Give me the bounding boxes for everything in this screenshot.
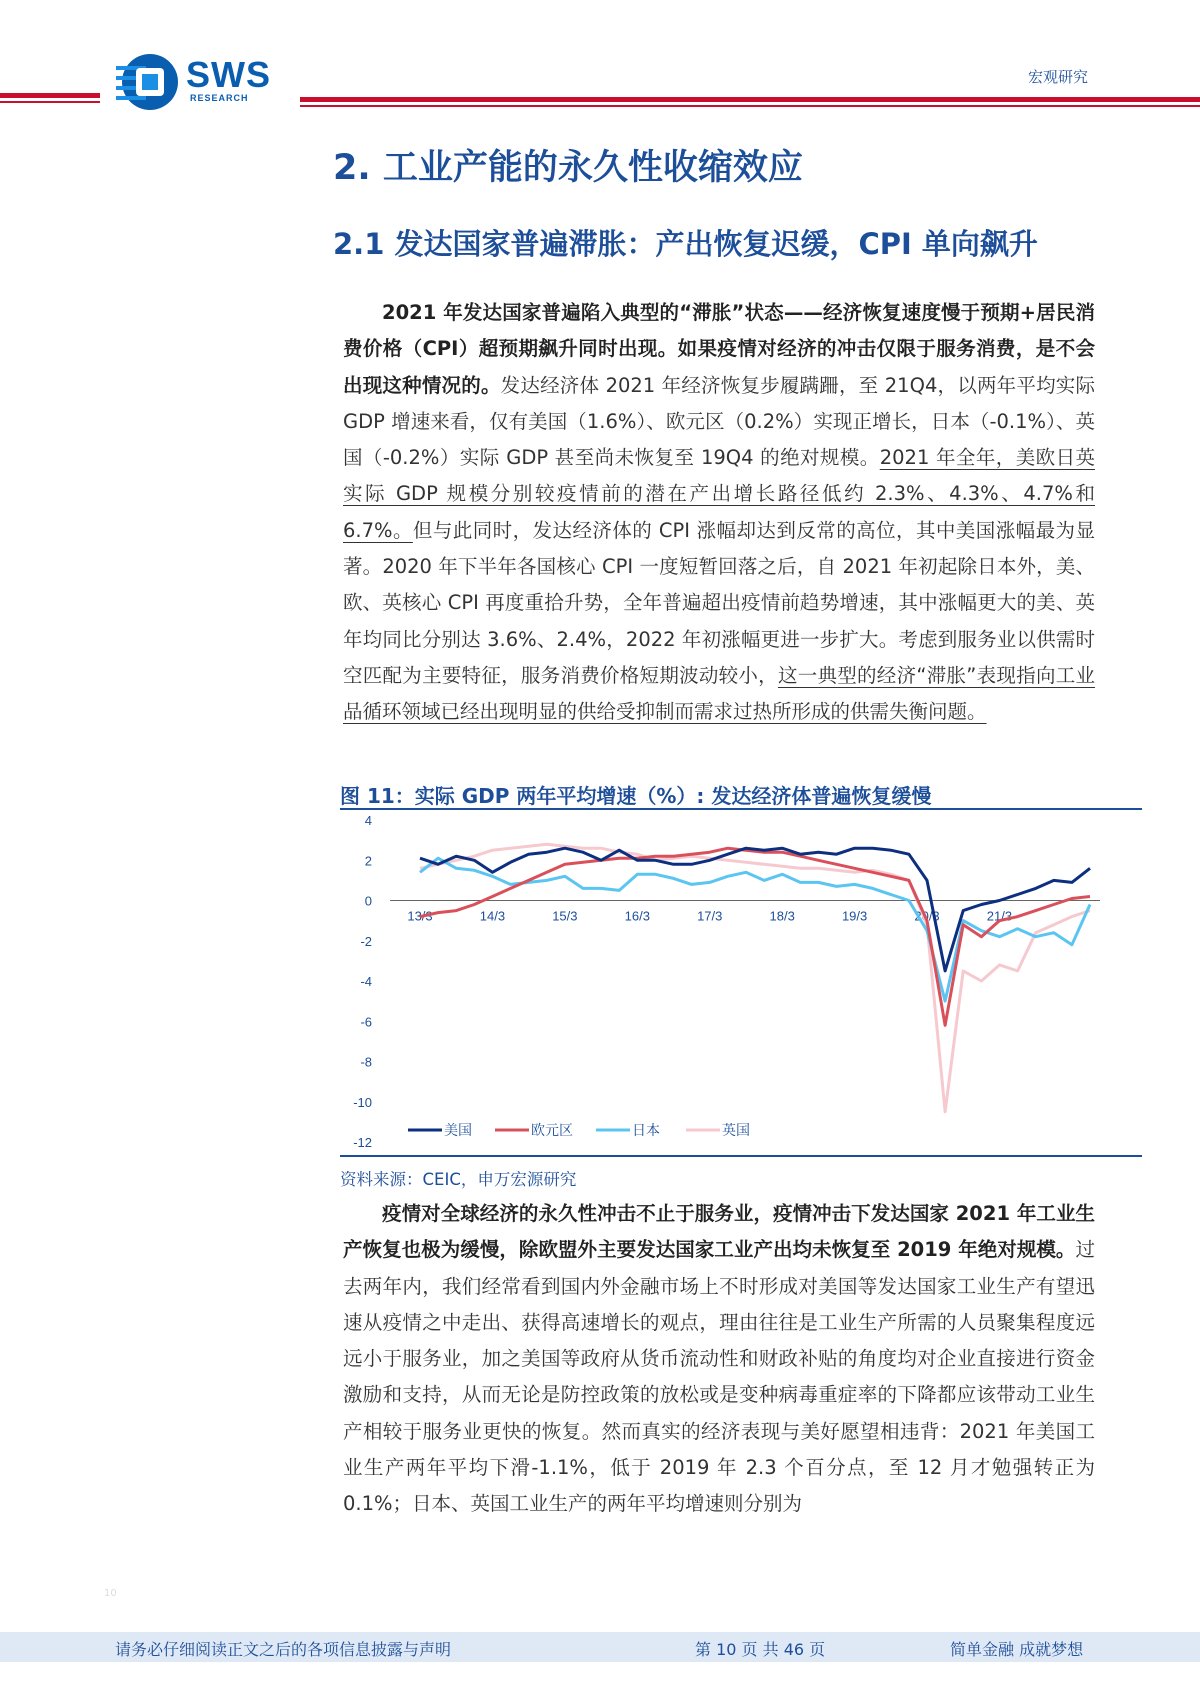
y-tick-label: 0 (364, 893, 372, 909)
legend-label: 欧元区 (531, 1123, 573, 1139)
y-tick-label: -12 (353, 1135, 372, 1150)
y-tick-label: 4 (364, 813, 372, 828)
paragraph-stagflation (343, 295, 1095, 731)
y-tick-label: -8 (360, 1054, 372, 1070)
para1-bold: 2021 年发达国家普遍陷入典型的“滞胀”状态——经济恢复速度慢于预期+居民消费价格（CPI）超预期飙升同时出现。如果疫情对经济的冲击仅限于服务消费，是不会出现这种情况的。 (343, 301, 1095, 397)
para2-bold: 疫情对全球经济的永久性冲击不止于服务业，疫情冲击下发达国家 2021 年工业生产恢复也极为缓慢，除欧盟外主要发达国家工业产出均未恢复至 2019 年绝对规模。 (343, 1202, 1095, 1262)
para1-underline1: 2021 年全年，美欧日英实际 GDP 规模分别较疫情前的潜在产出增长路径低约 2.3%、4.3%、4.7%和 6.7%。 (343, 446, 1096, 542)
y-tick-label: 2 (364, 853, 372, 869)
y-tick-label: -10 (353, 1094, 372, 1110)
figure-title: 图 11：实际 GDP 两年平均增速（%）: 发达经济体普遍恢复缓慢 (340, 784, 932, 808)
sws-logo (122, 52, 282, 112)
footer-slogan: 简单金融 成就梦想 (950, 1640, 1084, 1659)
legend-label: 美国 (444, 1123, 472, 1139)
header-rule-left-thin (0, 101, 100, 103)
figure-rule-bottom (340, 1155, 1142, 1157)
subsection-heading: 2.1 发达国家普遍滞胀：产出恢复迟缓，CPI 单向飙升 (333, 227, 1038, 261)
page-mark: 10 (104, 1588, 117, 1599)
sws-logo-icon (122, 54, 178, 110)
x-tick-label: 16/3 (624, 908, 650, 924)
x-tick-label: 20/3 (914, 908, 940, 924)
x-tick-label: 15/3 (552, 908, 578, 924)
figure-source: 资料来源：CEIC，申万宏源研究 (340, 1170, 577, 1189)
para1-text1: 发达经济体 2021 年经济恢复步履蹒跚，至 21Q4，以两年平均实际 GDP 增速来看，仅有美国（1.6%）、欧元区（0.2%）实现正增长，日本（-0.1%）、英国（-0.2%）实际 GDP 甚至尚未恢复至 19Q4 的绝对规模。 (343, 373, 1095, 470)
y-tick-label: -6 (360, 1014, 372, 1030)
x-tick-label: 21/3 (986, 908, 1013, 924)
header-rule-right-thin (300, 105, 1200, 107)
x-tick-label: 13/3 (407, 908, 433, 924)
para1-text2: 但与此同时，发达经济体的 CPI 涨幅却达到反常的高位，其中美国涨幅最为显著。2020 年下半年各国核心 CPI 一度短暂回落之后，自 2021 年初起除日本外，美、欧、英核心 CPI 再度重拾升势，全年普遍超出疫情前趋势增速，其中涨幅更大的美、英年均同比分别达 3.6%、2.4%，2022 年初涨幅更进一步扩大。考虑到服务业以供需时空匹配为主要特征，服务消费价格短期波动较小， (343, 518, 1095, 687)
gdp-line-chart (340, 812, 1142, 1152)
legend-label: 英国 (722, 1123, 750, 1139)
footer-disclaimer: 请务必仔细阅读正文之后的各项信息披露与声明 (115, 1640, 452, 1659)
logo-subtext: RESEARCH (190, 93, 249, 103)
section-heading: 2. 工业产能的永久性收缩效应 (333, 148, 803, 188)
para1-underline2: 这一典型的经济“滞胀”表现指向工业品循环领域已经出现明显的供给受抑制而需求过热所形成的供需失衡问题。 (343, 663, 1095, 724)
para2-text: 过去两年内，我们经常看到国内外金融市场上不时形成对美国等发达国家工业生产有望迅速从疫情之中走出、获得高速增长的观点，理由往往是工业生产所需的人员聚集程度远远小于服务业，加之美国等政府从货币流动性和财政补贴的角度均对企业直接进行资金激励和支持，从而无论是防控政策的放松或是变种病毒重症率的下降都应该带动工业生产相较于服务业更快的恢复。然而真实的经济表现与美好愿望相违背：2021 年美国工业生产两年平均下滑-1.1%，低于 2019 年 2.3 个百分点，至 12 月才勉强转正为 0.1%；日本、英国工业生产的两年平均增速则分别为 (343, 1238, 1095, 1516)
x-tick-label: 17/3 (697, 908, 723, 924)
x-tick-label: 14/3 (479, 908, 506, 924)
logo-text: SWS (186, 54, 272, 95)
paragraph-industrial (343, 1196, 1095, 1523)
y-tick-label: -2 (360, 933, 372, 949)
x-tick-label: 19/3 (841, 908, 868, 924)
legend-label: 日本 (632, 1123, 660, 1139)
footer-page-number: 第 10 页 共 46 页 (695, 1640, 826, 1659)
report-category: 宏观研究 (1027, 68, 1088, 86)
x-tick-label: 18/3 (769, 908, 795, 924)
y-tick-label: -4 (360, 974, 372, 989)
header-rule-right (300, 97, 1200, 102)
footer-bar (0, 1632, 1200, 1662)
header-rule-left (0, 93, 100, 98)
figure-rule-top (340, 808, 1142, 810)
